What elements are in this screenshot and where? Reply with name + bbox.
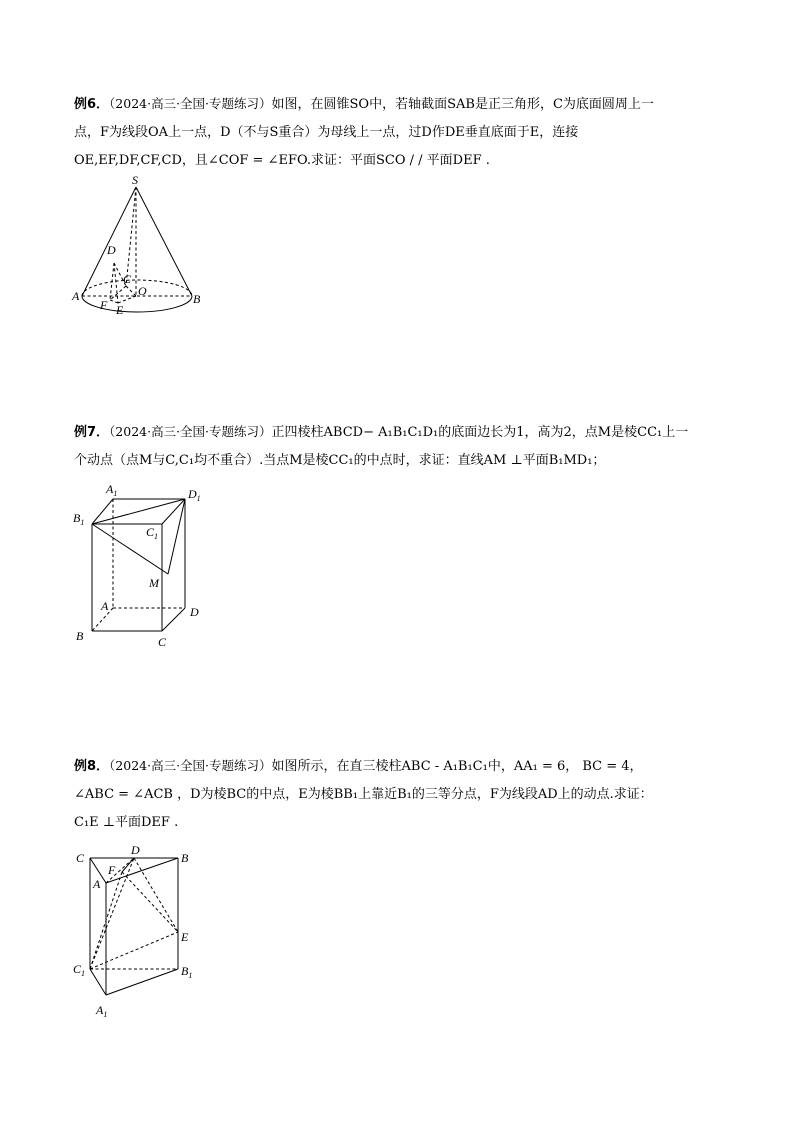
label-o: O bbox=[138, 284, 147, 298]
problem-7-label: 例7． bbox=[74, 425, 110, 440]
label-b1: $B_1$ bbox=[73, 511, 85, 527]
edge-d1c1 bbox=[162, 499, 185, 524]
cone-base-front bbox=[82, 296, 192, 312]
problem-8-source: （2024·高三·全国·专题练习） bbox=[109, 758, 272, 773]
label-a: A bbox=[72, 289, 80, 303]
label-c1: $C_1$ bbox=[73, 962, 86, 978]
edge-c1a1 bbox=[90, 969, 106, 995]
problem-7-source: （2024·高三·全国·专题练习） bbox=[109, 424, 272, 439]
problem-8-text-2: ∠ABC = ∠ACB ，D为棱BC的中点，E为棱BB₁上靠近B₁的三等分点，F为线段AD上的动点.求证： bbox=[74, 787, 653, 802]
segment-d1m bbox=[168, 499, 185, 574]
label-c: C bbox=[76, 851, 85, 865]
label-b: B bbox=[181, 851, 189, 865]
edge-a1b1 bbox=[92, 499, 113, 524]
label-d: D bbox=[190, 605, 199, 619]
label-f: F bbox=[108, 863, 116, 877]
problem-6-line-1 bbox=[74, 90, 734, 119]
problem-6-label: 例6． bbox=[74, 97, 110, 112]
label-b: B bbox=[193, 292, 201, 306]
problem-8-text-3: C₁E ⊥平面DEF . bbox=[74, 815, 179, 830]
label-s: S bbox=[132, 175, 138, 187]
label-a1: $A_1$ bbox=[96, 1003, 108, 1019]
problem-6-text-3: OE,EF,DF,CF,CD，且∠COF = ∠EFO.求证：平面SCO / / 平面DEF . bbox=[74, 153, 490, 168]
problem-7-line-1 bbox=[74, 418, 734, 447]
label-e: E bbox=[116, 303, 124, 317]
cone-figure bbox=[66, 175, 216, 320]
label-d1: $D_1$ bbox=[188, 487, 201, 503]
segment-cf bbox=[110, 286, 126, 300]
label-c: C bbox=[158, 635, 167, 649]
edge-cd bbox=[162, 608, 185, 631]
problem-6-source: （2024·高三·全国·专题练习） bbox=[109, 96, 272, 111]
problem-8-label: 例8． bbox=[74, 759, 110, 774]
problem-8 bbox=[74, 752, 734, 837]
edge-a1b1 bbox=[106, 969, 178, 995]
problem-8-line-1 bbox=[74, 752, 734, 781]
segment-fe bbox=[122, 872, 178, 932]
problem-8-text-1: 如图所示，在直三棱柱ABC - A₁B₁C₁中，AA₁ = 6， BC = 4， bbox=[271, 759, 643, 774]
segment-c1e bbox=[90, 932, 178, 969]
label-f: F bbox=[100, 298, 108, 312]
prism-figure bbox=[66, 478, 226, 653]
segment-eo bbox=[118, 296, 136, 303]
problem-7 bbox=[74, 418, 734, 475]
label-e: E bbox=[181, 930, 189, 944]
label-c: C bbox=[123, 272, 132, 286]
label-a: A bbox=[101, 599, 109, 613]
problem-7-text-2: 个动点（点M与C,C₁均不重合）.当点M是棱CC₁的中点时，求证：直线AM ⊥平面B₁MD₁； bbox=[74, 453, 606, 468]
problem-6-text-1: 如图，在圆锥SO中，若轴截面SAB是正三角形，C为底面圆周上一 bbox=[271, 97, 654, 112]
problem-6 bbox=[74, 90, 734, 175]
segment-co bbox=[126, 286, 136, 296]
label-m: M bbox=[149, 576, 159, 590]
label-d: D bbox=[131, 843, 140, 857]
triangular-prism-figure bbox=[66, 842, 216, 1022]
problem-7-text-1: 正四棱柱ABCD− A₁B₁C₁D₁的底面边长为1，高为2，点M是棱CC₁上一 bbox=[271, 425, 689, 440]
segment-de bbox=[134, 858, 178, 932]
label-d: D bbox=[107, 243, 116, 257]
edge-b1d1 bbox=[92, 499, 185, 524]
label-a: A bbox=[93, 877, 101, 891]
cone-base-back bbox=[82, 280, 192, 296]
label-c1: $C_1$ bbox=[146, 525, 159, 541]
label-b: B bbox=[76, 629, 84, 643]
label-a1: $A_1$ bbox=[106, 482, 118, 498]
segment-df bbox=[122, 858, 134, 872]
problem-6-text-2: 点，F为线段OA上一点，D（不与S重合）为母线上一点，过D作DE垂直底面于E，连接 bbox=[74, 125, 579, 140]
label-b1: $B_1$ bbox=[181, 964, 193, 980]
edge-ab bbox=[106, 858, 178, 883]
